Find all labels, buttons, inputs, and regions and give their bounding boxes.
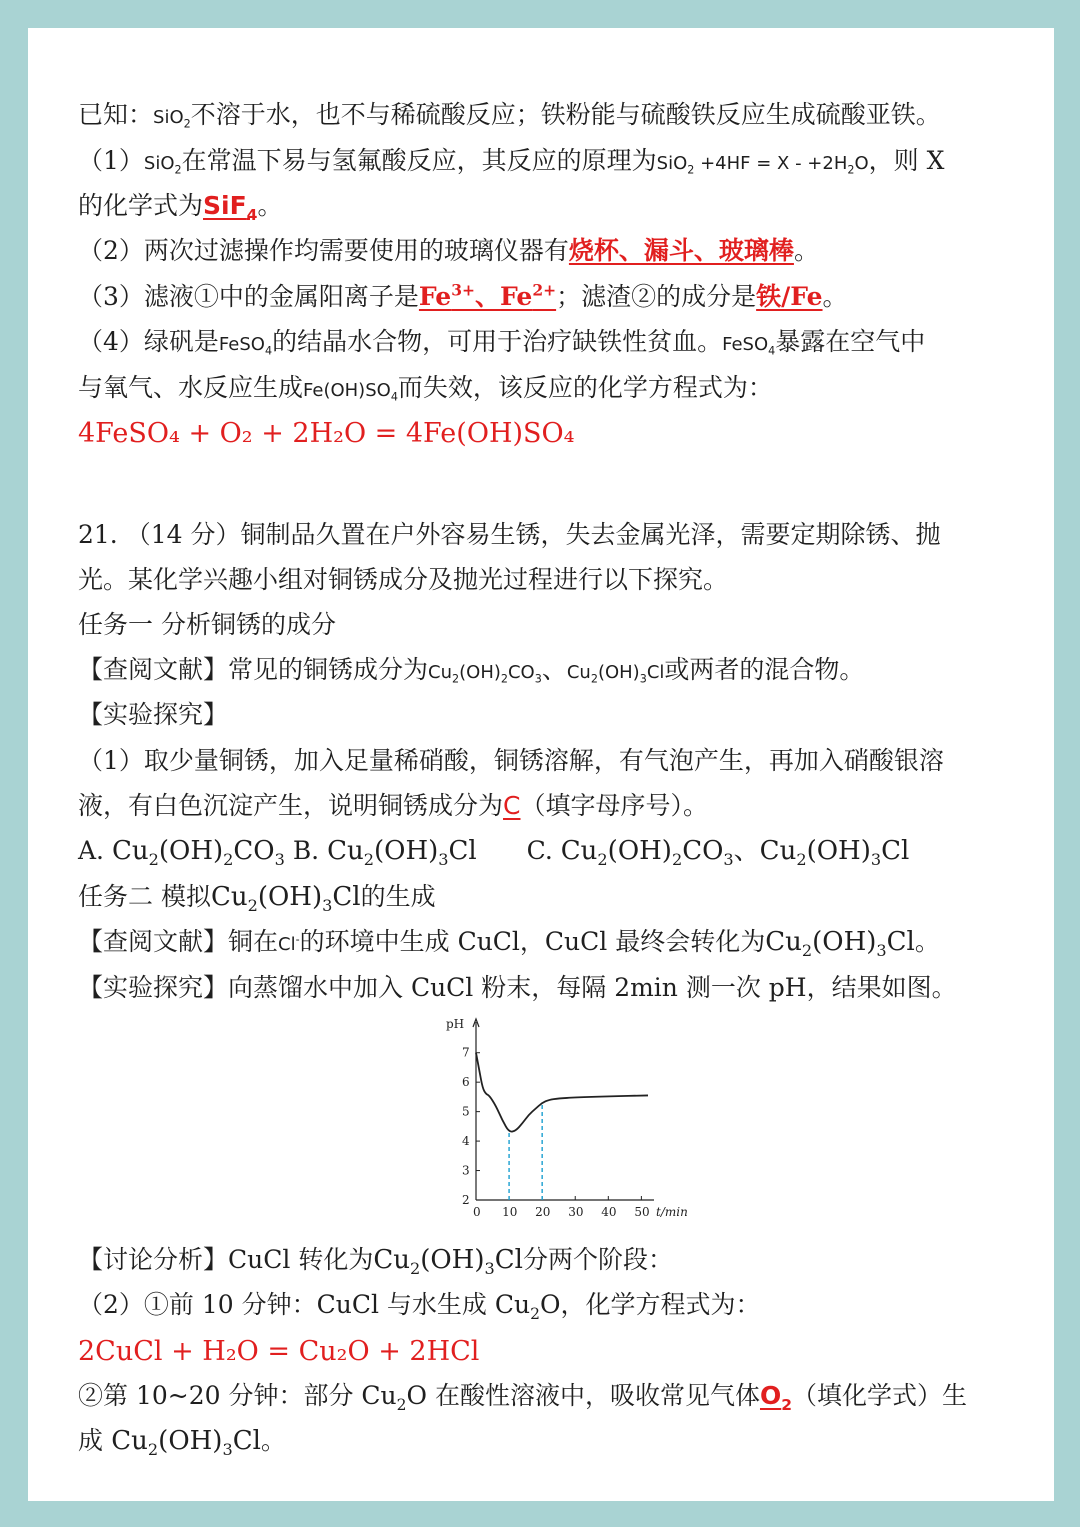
p21-q2-end: O，化学方程式为： [539, 1290, 761, 1319]
lit2-mid: 的环境中生成 CuCl，CuCl 最终会转化为 [299, 927, 766, 956]
task1-heading: 任务一 分析铜锈的成分 [78, 610, 336, 639]
y-tick-label: 3 [462, 1163, 470, 1178]
chart-ticks [462, 1046, 650, 1219]
lit1-sep: 、 [541, 655, 567, 684]
q4-line1 [78, 325, 925, 362]
q3-ans2: Fe [500, 282, 533, 311]
p21-q2b-line: ②第 10~20 分钟：部分 $Cu_2O$ 在酸性溶液中，吸收常见气体$O_2$（填化学式）生 [78, 1381, 968, 1414]
final-line [78, 1424, 286, 1458]
feohso4-formula: $Fe(OH)SO_4$ [303, 380, 398, 404]
cl-ion: Cl- [278, 933, 300, 955]
lit1-label: 【查阅文献】 [78, 655, 229, 684]
p21-q2-line: （2）①前 10 分钟：CuCl 与水生成 $Cu_2O$，化学方程式为： [78, 1290, 761, 1323]
p21-q2b-answer [759, 1381, 793, 1414]
lit1-end: 或两者的混合物。 [664, 655, 865, 684]
lit2-text: 【查阅文献】铜在 [78, 927, 279, 956]
q3-ans1-sup: 3+ [451, 280, 475, 300]
option-b-label: B. [292, 836, 320, 865]
p21-q2b-mid: O 在酸性溶液中，吸收常见气体 [406, 1381, 760, 1410]
option-c-formula: $Cu_2(OH)_2CO_3$、$Cu_2(OH)_3Cl$ [560, 836, 910, 870]
known-lead: 已知： [78, 100, 154, 129]
equation-2: 2CuCl + H₂O = Cu₂O + 2HCl [78, 1336, 480, 1367]
y-tick-label: 2 [462, 1193, 470, 1207]
equation-1: 4FeSO₄ + O₂ + 2H₂O = 4Fe(OH)SO₄ [78, 418, 575, 449]
q1-answer-sub: 4 [246, 206, 258, 224]
q3-line [78, 280, 848, 314]
q2-end: 。 [793, 236, 819, 265]
disc-end: 分两个阶段： [522, 1245, 673, 1274]
q3-sep: 、 [475, 282, 501, 311]
task2-formula: $Cu_2(OH)_3Cl$ [210, 882, 361, 916]
chart-guides [509, 1103, 542, 1200]
y-axis-label: pH [446, 1017, 465, 1031]
p21-q1-end: （填字母序号）。 [520, 791, 708, 820]
chart-axes [446, 1017, 688, 1219]
task2-text: 任务二 模拟 [78, 882, 211, 911]
q3-answer-ions [419, 282, 556, 311]
q3-ans2-sup: 2+ [532, 280, 557, 300]
option-a-label: A. [78, 836, 105, 865]
cu2oh2co3-formula: $Cu_2(OH)_2CO_3$ [428, 662, 542, 686]
q3-text: （3）滤液①中的金属阳离子是 [78, 282, 419, 311]
x-tick-label: 0 [473, 1205, 481, 1219]
q2-text: （2）两次过滤操作均需要使用的玻璃仪器有 [78, 236, 569, 265]
x-tick-label: 30 [568, 1205, 584, 1219]
exp2-line: 【实验探究】向蒸馏水中加入 CuCl 粉末，每隔 2min 测一次 pH，结果如图。 [78, 973, 957, 1002]
lit1-line [78, 653, 864, 690]
disc-label: 【讨论分析】 [78, 1245, 229, 1274]
q1-answer-text: SiF [203, 191, 247, 220]
options-line [78, 834, 909, 868]
y-tick-label: 4 [462, 1134, 470, 1149]
q2-line [78, 234, 819, 268]
q1-text: 在常温下易与氢氟酸反应，其反应的原理为 [181, 146, 657, 175]
known-line [78, 98, 941, 135]
option-c-label: C. [526, 836, 553, 865]
q1-answer [203, 191, 258, 224]
p21-line2: 光。某化学兴趣小组对铜锈成分及抛光过程进行以下探究。 [78, 565, 729, 594]
p21-q2b-text: ②第 10~20 分钟：部分 Cu [78, 1381, 397, 1410]
feso-text-2: FeSO [722, 334, 769, 355]
y-tick-label: 7 [462, 1045, 470, 1060]
x-tick-label: 10 [502, 1205, 518, 1219]
final-lead: 成 [78, 1426, 104, 1455]
q4-t1: （4）绿矾是 [78, 327, 219, 356]
ph-curve [476, 1053, 648, 1132]
p21-q2b-ans-sub: 2 [781, 1396, 793, 1414]
final-formula: $Cu_2(OH)_3Cl$ [103, 1426, 261, 1460]
p21-q2b-end: （填化学式）生 [792, 1381, 968, 1410]
disc-formula: $Cu_2(OH)_3Cl$ [373, 1245, 523, 1279]
p21-q1-line1: （1）取少量铜锈，加入足量稀硝酸，铜锈溶解，有气泡产生，再加入硝酸银溶 [78, 746, 944, 775]
x-axis-label: t/min [656, 1205, 688, 1219]
q1-equation: $SiO_2 +4HF = X - +2H_2O$ [656, 153, 869, 177]
sio2-formula: SiO$_2$ [143, 153, 182, 177]
q3-ans1: Fe [418, 282, 452, 311]
lit2-formula: $Cu_2(OH)_3Cl$ [765, 927, 915, 961]
task2-end: 的生成 [360, 882, 436, 911]
known-text: 不溶于水，也不与稀硫酸反应；铁粉能与硫酸铁反应生成硫酸亚铁。 [190, 100, 941, 129]
q3-end: 。 [822, 282, 848, 311]
feohso-text: Fe(OH)SO [303, 380, 391, 401]
y-tick-label: 6 [462, 1075, 470, 1090]
q4-t3: 暴露在空气中 [775, 327, 926, 356]
disc-line [78, 1243, 673, 1277]
q3-answer-residue: 铁/Fe [756, 282, 823, 311]
p21-q2b-ans-text: O [759, 1381, 782, 1410]
q1-num: （1） [78, 146, 144, 175]
p21-line1: 21. （14 分）铜制品久置在户外容易生锈，失去金属光泽，需要定期除锈、抛 [78, 520, 941, 549]
x-tick-label: 50 [634, 1205, 650, 1219]
x-tick-label: 20 [535, 1205, 551, 1219]
lit1-text: 常见的铜锈成分为 [228, 655, 429, 684]
p21-q1-text: 液，有白色沉淀产生，说明铜锈成分为 [78, 791, 504, 820]
q1-line2 [78, 189, 282, 223]
cu2oh3cl-formula: $Cu_2(OH)_3Cl$ [566, 662, 665, 686]
y-tick-label: 5 [462, 1104, 470, 1119]
option-b-formula: $Cu_2(OH)_3Cl$ [327, 836, 477, 870]
q1-eq-tail: +4HF = X - +2H [700, 153, 848, 174]
p21-q1-line2 [78, 789, 708, 823]
q4-line2 [78, 371, 773, 408]
p21-q1-answer: C [503, 791, 521, 820]
lit2-line [78, 925, 940, 962]
exp-label: 【实验探究】 [78, 700, 229, 729]
lit2-end: 。 [914, 927, 940, 956]
q1-end: 。 [257, 191, 283, 220]
feso-text: FeSO [218, 334, 265, 355]
p21-q2-text: （2）①前 10 分钟：CuCl 与水生成 Cu [78, 1290, 531, 1319]
q2-answer: 烧杯、漏斗、玻璃棒 [568, 236, 794, 265]
final-end: 。 [260, 1426, 286, 1455]
q4-t4: 与氧气、水反应生成 [78, 373, 304, 402]
sio2-formula: SiO$_2$ [153, 107, 191, 131]
option-a-formula: $Cu_2(OH)_2CO_3$ [111, 836, 285, 870]
q4-t2: 的结晶水合物，可用于治疗缺铁性贫血。 [272, 327, 723, 356]
disc-text: CuCl 转化为 [228, 1245, 374, 1274]
q1-tail: ，则 X [868, 146, 945, 175]
x-tick-label: 40 [601, 1205, 617, 1219]
feso4-formula: FeSO$_4$ [218, 334, 273, 358]
q1-line2-text: 的化学式为 [78, 191, 204, 220]
feso4-formula-2: FeSO$_4$ [722, 334, 776, 358]
task2-heading [78, 880, 436, 914]
q4-t5: 而失效，该反应的化学方程式为： [397, 373, 773, 402]
q1-line1 [78, 144, 944, 181]
ph-chart [410, 1008, 688, 1219]
document-page [28, 28, 1054, 1501]
q3-mid: ；滤渣②的成分是 [556, 282, 757, 311]
